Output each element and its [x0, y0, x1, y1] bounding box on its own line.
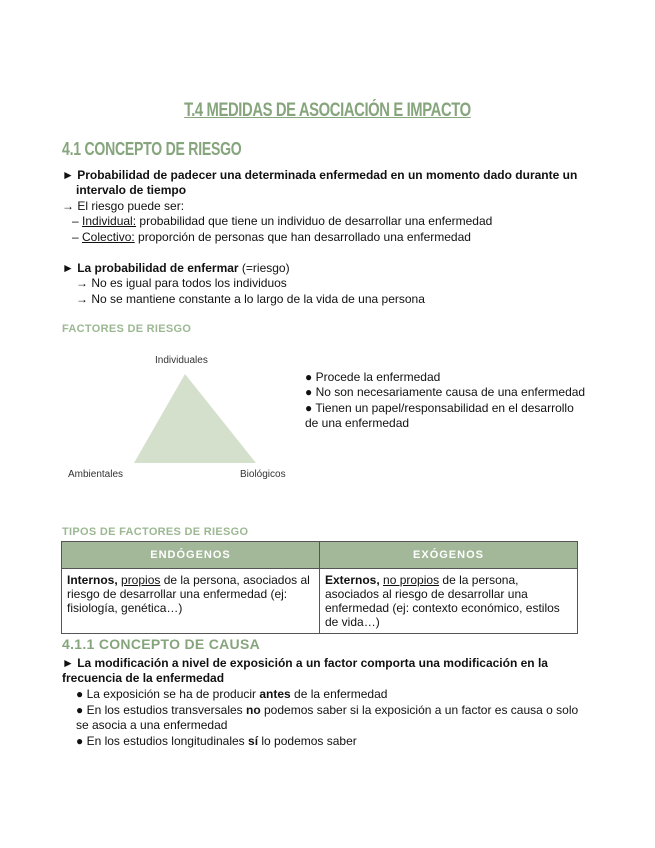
triangle-shape — [134, 374, 256, 463]
causa-b3-pre: ● En los estudios longitudinales — [76, 734, 249, 748]
individual-text: probabilidad que tiene un individuo de desarrollar una enfermedad — [136, 214, 493, 228]
causa-bullet-3 — [76, 733, 357, 749]
colectivo-dash: – — [72, 230, 83, 244]
endogenos-rest: de la persona, asociados al riesgo de desarrollar una enfermedad (ej: fisiología, genética…) — [67, 573, 310, 615]
col-header-exogenos: EXÓGENOS — [320, 542, 578, 569]
tipos-title: TIPOS DE FACTORES DE RIESGO — [62, 526, 249, 538]
exogenos-bold: Externos, — [325, 573, 380, 587]
causa-definition-line2: frecuencia de la enfermedad — [62, 671, 225, 685]
factores-bullet-1: ● Procede la enfermedad — [305, 370, 441, 384]
exogenos-rest: de la persona, asociados al riesgo de desarrollar una enfermedad (ej: contexto económico, estilos de vida…) — [325, 573, 560, 629]
triangle-label-left: Ambientales — [68, 469, 124, 480]
section-title-causa: 4.1.1 CONCEPTO DE CAUSA — [62, 636, 261, 652]
factores-title: FACTORES DE RIESGO — [62, 323, 192, 335]
colectivo-text: proporción de personas que han desarrollado una enfermedad — [134, 230, 471, 244]
riesgo-definition-line2: intervalo de tiempo — [76, 183, 187, 197]
riesgo-colectivo — [72, 229, 471, 245]
factores-bullet-3-line2: de una enfermedad — [305, 416, 410, 430]
factores-triangle — [120, 370, 270, 466]
colectivo-label: Colectivo: — [82, 230, 135, 244]
triangle-label-right: Biológicos — [240, 469, 286, 480]
individual-label: Individual: — [82, 214, 137, 228]
causa-b3-post: lo podemos saber — [258, 734, 357, 748]
probabilidad-item-2: → No se mantiene constante a lo largo de la vida de una persona — [76, 292, 425, 306]
factores-bullet-3-line1: ● Tienen un papel/responsabilidad en el desarrollo — [305, 401, 574, 415]
probabilidad-bold: ► La probabilidad de enfermar — [62, 261, 239, 275]
endogenos-bold: Internos, — [67, 573, 118, 587]
causa-bullet-2 — [76, 702, 578, 718]
causa-b3-bold: sí — [248, 734, 259, 748]
causa-b1-pre: ● La exposición se ha de producir — [76, 687, 260, 701]
document-title: T.4 MEDIDAS DE ASOCIACIÓN E IMPACTO — [184, 100, 471, 121]
probabilidad-item-1: → No es igual para todos los individuos — [76, 276, 287, 290]
triangle-label-top: Individuales — [155, 355, 208, 366]
causa-b1-bold: antes — [259, 687, 291, 701]
endogenos-underline: propios — [121, 573, 161, 587]
col-header-endogenos: ENDÓGENOS — [62, 542, 320, 569]
causa-bullet-1 — [76, 686, 387, 702]
riesgo-individual — [72, 213, 492, 229]
riesgo-definition-line1: ► Probabilidad de padecer una determinada enfermedad en un momento dado durante un — [62, 168, 578, 182]
causa-b2-pre: ● En los estudios transversales — [76, 703, 246, 717]
causa-b2-post: podemos saber si la exposición a un factor es causa o solo — [260, 703, 579, 717]
factores-table — [61, 541, 578, 634]
causa-b1-post: de la enfermedad — [290, 687, 388, 701]
exogenos-underline: no propios — [383, 573, 440, 587]
cell-exogenos — [320, 569, 578, 634]
table-row — [62, 569, 578, 634]
causa-definition-line1: ► La modificación a nivel de exposición a un factor comporta una modificación en la — [62, 656, 548, 670]
factores-bullet-2: ● No son necesariamente causa de una enfermedad — [305, 385, 586, 399]
individual-dash: – — [72, 214, 83, 228]
cell-endogenos — [62, 569, 320, 634]
causa-bullet-2-line2: se asocia a una enfermedad — [76, 718, 228, 732]
probabilidad-rest: (=riesgo) — [238, 261, 290, 275]
riesgo-intro: → El riesgo puede ser: — [62, 199, 185, 213]
causa-b2-bold: no — [246, 703, 261, 717]
table-header-row — [62, 542, 578, 569]
probabilidad-enfermar — [62, 260, 290, 276]
section-title-riesgo: 4.1 CONCEPTO DE RIESGO — [62, 139, 242, 159]
